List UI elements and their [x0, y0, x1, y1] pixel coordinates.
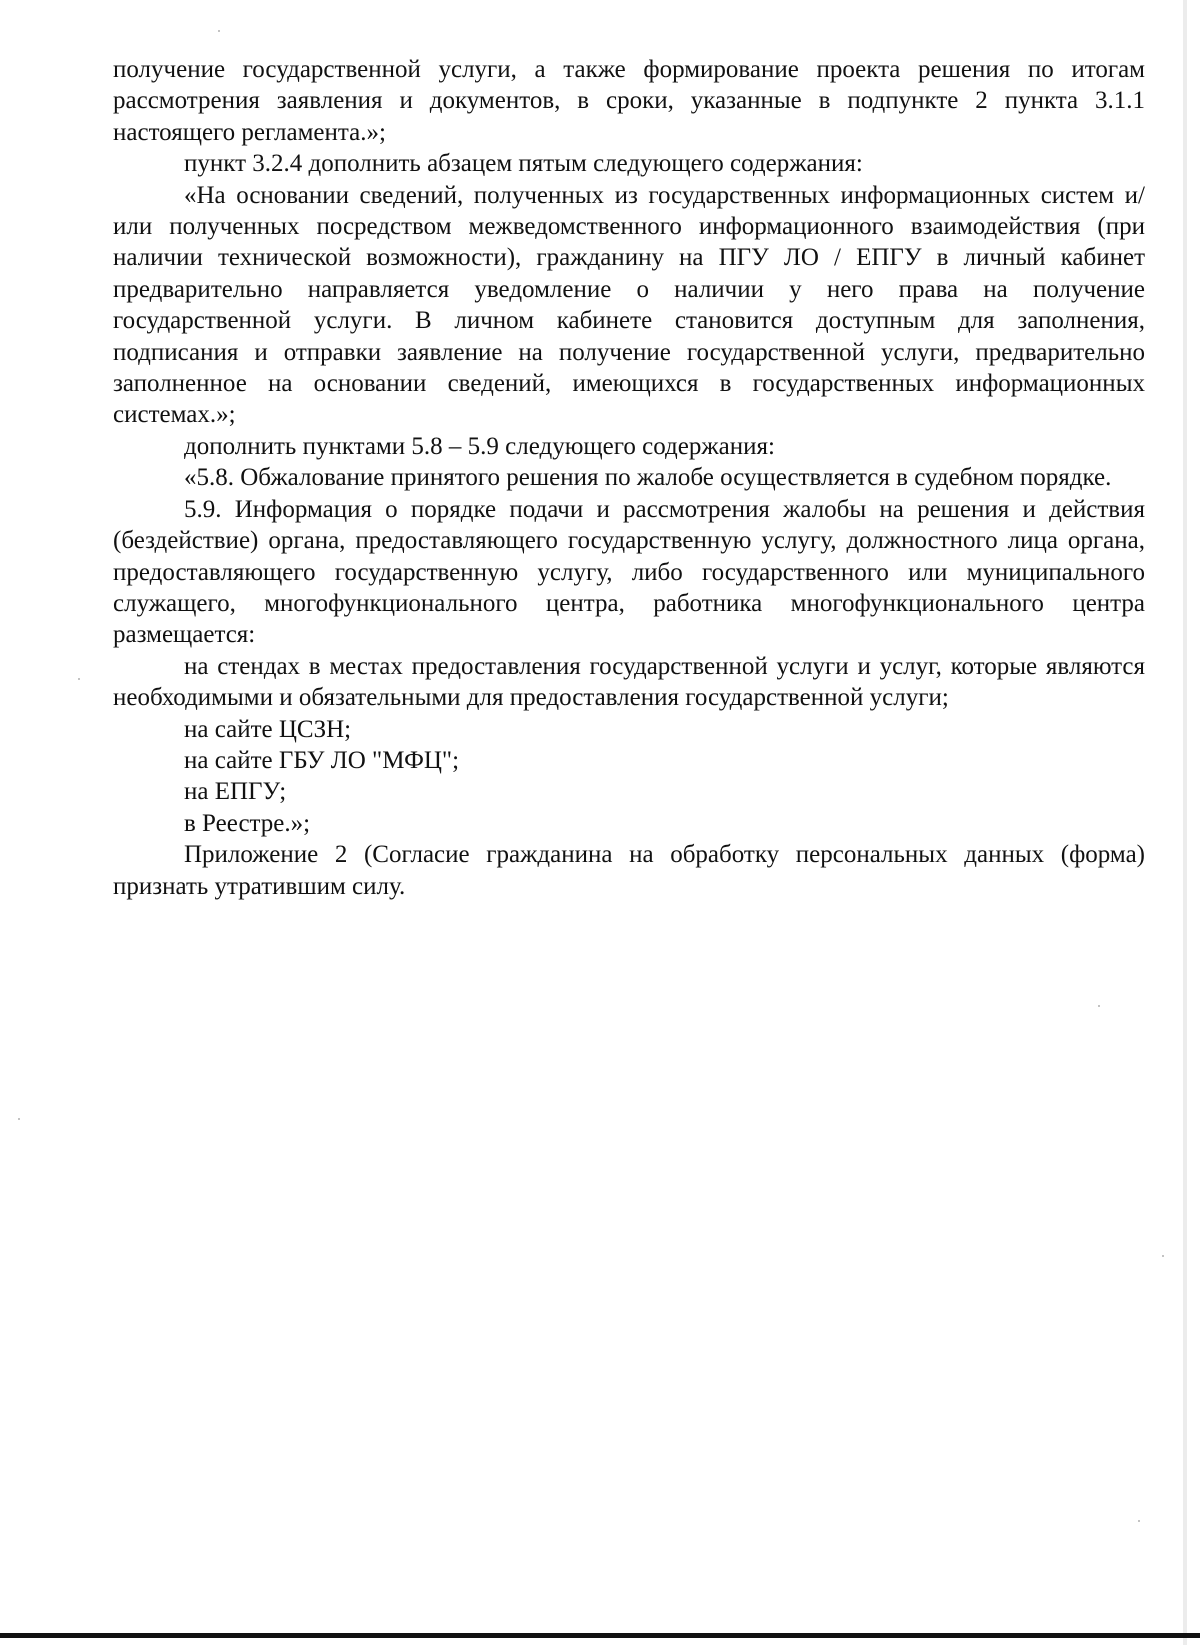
scan-speck [218, 30, 220, 32]
paragraph-3: «На основании сведений, полученных из государственных информационных систем и/или полученных посредством межведомственного информационного взаимодействия (при наличии технической возможности), гражданину на ПГУ ЛО / ЕПГУ в личный кабинет предварительно направляется уведомление о наличии у него права на получение государственной услуги. В личном кабинете становится доступным для заполнения, подписания и отправки заявление на получение государственной услуги, предварительно заполненное на основании сведений, имеющихся в государственных информационных системах.»; [113, 181, 1145, 429]
scan-speck [18, 1118, 20, 1120]
paragraph-4: дополнить пунктами 5.8 – 5.9 следующего содержания: [184, 432, 775, 460]
paragraph-2: пункт 3.2.4 дополнить абзацем пятым следующего содержания: [184, 150, 863, 178]
scan-speck [78, 678, 80, 680]
paragraph-1: получение государственной услуги, а также формирование проекта решения по итогам рассмотрения заявления и документов, в сроки, указанные в подпункте 2 пункта 3.1.1 настоящего регламента.»; [113, 56, 1145, 146]
scan-speck [1162, 1255, 1164, 1257]
paragraph-6: 5.9. Информация о порядке подачи и рассмотрения жалобы на решения и действия (бездействие) органа, предоставляющего государственную услугу, должностного лица органа, предоставляющего государственную услугу, либо государственного или муниципального служащего, многофункционального центра, работника многофункционального центра размещается: [113, 495, 1145, 649]
paragraph-7: на стендах в местах предоставления государственной услуги и услуг, которые являются необходимыми и обязательными для предоставления государственной услуги; [113, 652, 1145, 712]
paragraph-8: на сайте ЦСЗН; [184, 715, 352, 743]
scan-speck [1098, 1005, 1100, 1007]
paragraph-11: в Реестре.»; [184, 809, 311, 837]
scan-bottom-edge [0, 1633, 1200, 1638]
document-body [113, 54, 1145, 902]
paragraph-5: «5.8. Обжалование принятого решения по жалобе осуществляется в судебном порядке. [184, 464, 1112, 492]
paragraph-12: Приложение 2 (Согласие гражданина на обработку персональных данных (форма) признать утратившим силу. [113, 841, 1145, 900]
scan-edge-shadow [1183, 0, 1187, 1645]
paragraph-10: на ЕПГУ; [184, 778, 287, 806]
paragraph-9: на сайте ГБУ ЛО "МФЦ"; [184, 746, 460, 774]
scan-speck [1138, 1520, 1140, 1522]
